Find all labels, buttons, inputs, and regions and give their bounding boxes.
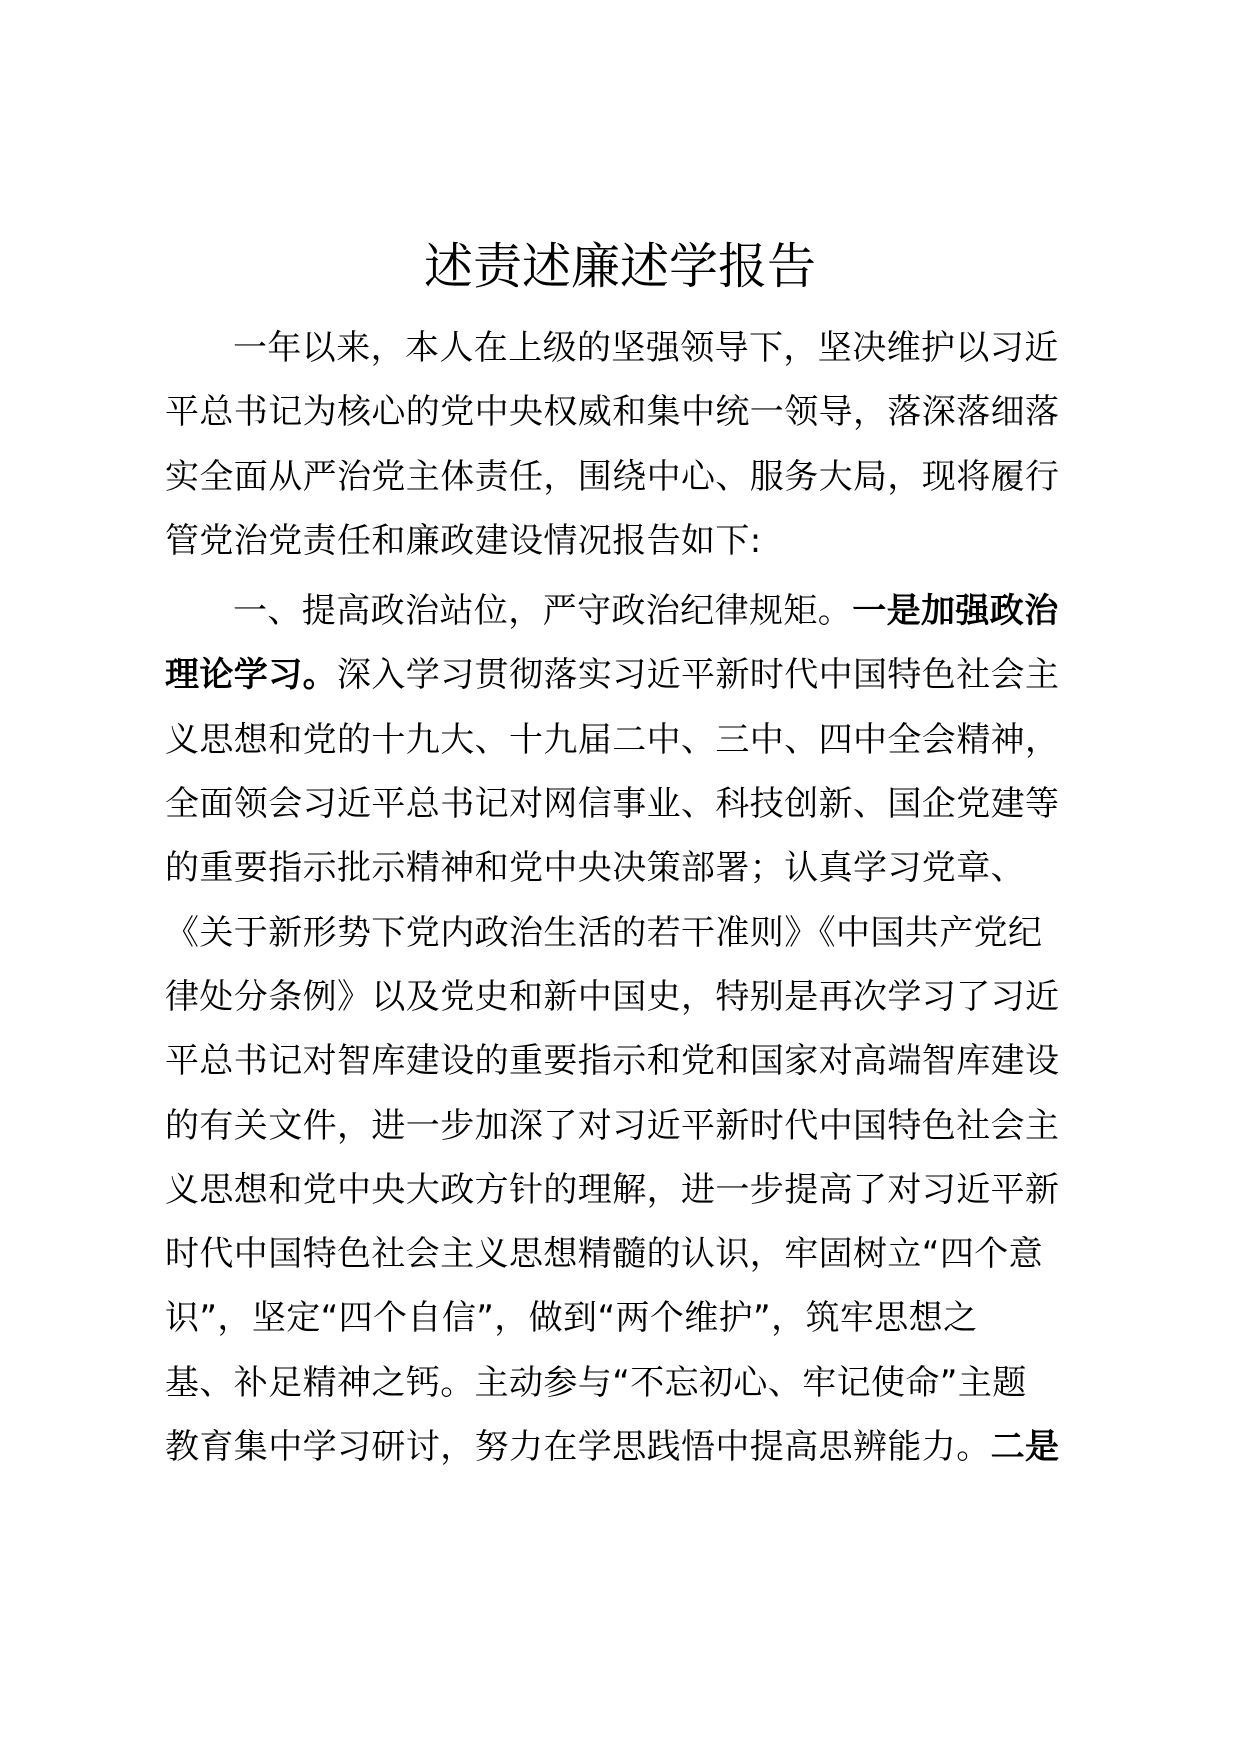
paragraph-line: 义思想和党中央大政方针的理解，进一步提高了对习近平新	[165, 1169, 1060, 1210]
subsection-heading: 理论学习。	[165, 655, 337, 696]
paragraph-text: 教育集中学习研讨，努力在学思践悟中提高思辨能力。	[165, 1427, 991, 1468]
paragraph-line	[165, 1415, 1085, 1479]
paragraph-line: 识”，坚定“四个自信”，做到“两个维护”，筑牢思想之	[165, 1298, 978, 1339]
section-one-paragraph	[165, 579, 1085, 1479]
paragraph-line: 基、补足精神之钙。主动参与“不忘初心、牢记使命”主题	[165, 1362, 1027, 1403]
paragraph-line: 《关于新形势下党内政治生活的若干准则》《中国共产党纪	[165, 912, 1043, 953]
paragraph-line: 一年以来，本人在上级的坚强领导下，坚决维护以习近	[233, 328, 1059, 368]
paragraph-line: 时代中国特色社会主义思想精髓的认识，牢固树立“四个意	[165, 1234, 1044, 1275]
paragraph-line: 平总书记对智库建设的重要指示和党和国家对高端智库建设	[165, 1041, 1060, 1082]
paragraph-line: 全面领会习近平总书记对网信事业、科技创新、国企党建等	[165, 784, 1060, 825]
paragraph-line: 律处分条例》以及党史和新中国史，特别是再次学习了习近	[165, 976, 1060, 1017]
paragraph-line: 实全面从严治党主体责任，围绕中心、服务大局，现将履行	[165, 456, 1060, 497]
intro-paragraph	[165, 316, 1085, 573]
paragraph-line: 的有关文件，进一步加深了对习近平新时代中国特色社会主	[165, 1105, 1060, 1146]
subsection-heading: 二是	[990, 1427, 1060, 1468]
document-body	[165, 316, 1085, 1479]
paragraph-line: 平总书记为核心的党中央权威和集中统一领导，落深落细落	[165, 392, 1060, 433]
paragraph-line: 的重要指示批示精神和党中央决策部署；认真学习党章、	[165, 848, 1025, 889]
paragraph-line: 义思想和党的十九大、十九届二中、三中、四中全会精神，	[165, 719, 1060, 760]
paragraph-text: 深入学习贯彻落实习近平新时代中国特色社会主	[337, 655, 1060, 696]
paragraph-line	[165, 579, 1085, 643]
document-title: 述责述廉述学报告	[423, 238, 816, 295]
section-heading: 一、提高政治站位，严守政治纪律规矩。	[233, 591, 853, 632]
paragraph-line: 管党治党责任和廉政建设情况报告如下:	[165, 520, 762, 561]
paragraph-line	[165, 643, 1085, 707]
subsection-heading: 一是加强政治	[852, 591, 1059, 632]
